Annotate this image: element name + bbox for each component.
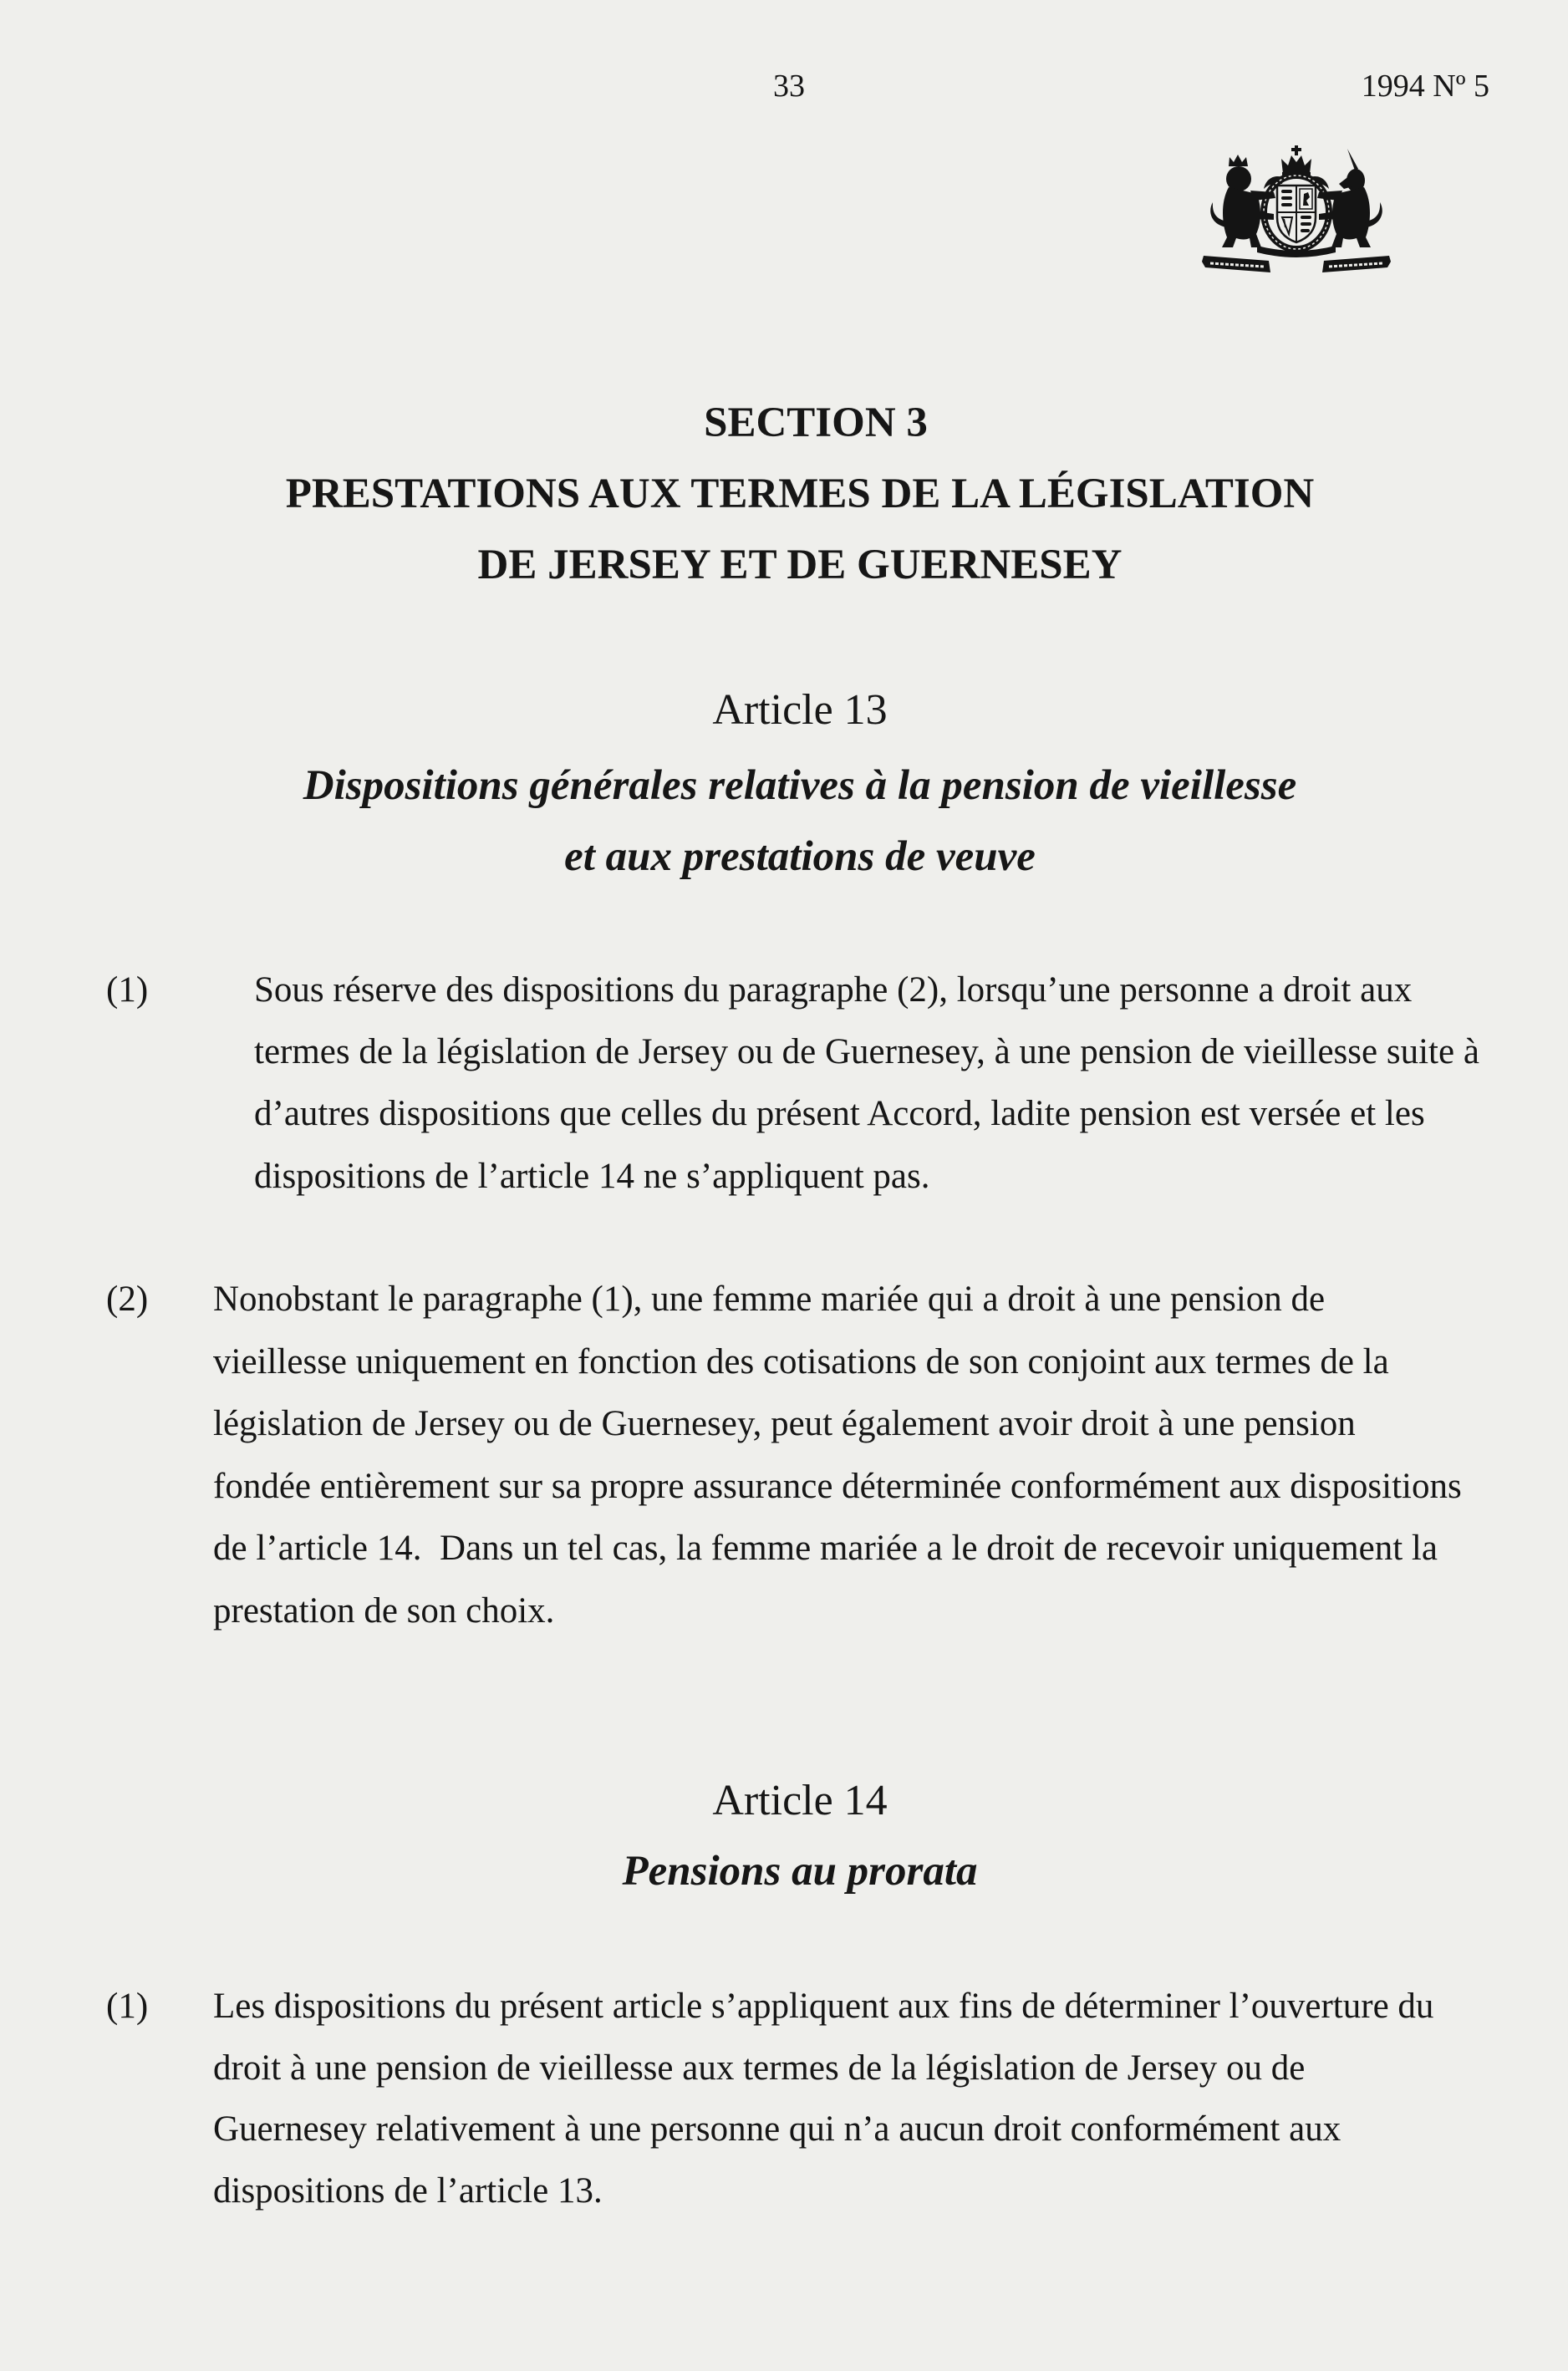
page-number: 33 (773, 69, 805, 104)
paragraph-line: termes de la législation de Jersey ou de Guernesey, à une pension de vieillesse suite à (254, 1032, 1479, 1072)
paragraph-number: (1) (106, 1987, 149, 2026)
paragraph-line: Sous réserve des dispositions du paragraphe (2), lorsqu’une personne a droit aux (254, 970, 1413, 1010)
paragraph-text (254, 959, 1479, 1208)
paragraph-text (213, 1976, 1433, 2221)
motto-banner-left (1202, 256, 1270, 272)
paragraph-line: droit à une pension de vieillesse aux termes de la législation de Jersey ou de (213, 2048, 1306, 2088)
paragraph-line: fondée entièrement sur sa propre assurance déterminée conformément aux dispositions (213, 1466, 1462, 1506)
coat-of-arms (1202, 144, 1391, 280)
coat-of-arms-icon (1202, 144, 1391, 280)
shield (1277, 186, 1316, 242)
paragraph-line: dispositions de l’article 14 ne s’appliquent pas. (254, 1156, 930, 1196)
paragraph-line: de l’article 14. Dans un tel cas, la femme mariée a le droit de recevoir uniquement la (213, 1529, 1438, 1568)
paragraph-number: (1) (106, 970, 149, 1010)
section-title-line: PRESTATIONS AUX TERMES DE LA LÉGISLATION (285, 471, 1315, 517)
legislation-reference: 1994 Nº 5 (1361, 69, 1489, 104)
paragraph-line: législation de Jersey ou de Guernesey, peut également avoir droit à une pension (213, 1404, 1356, 1443)
paragraph-line: Nonobstant le paragraphe (1), une femme mariée qui a droit à une pension de (213, 1280, 1326, 1319)
paragraph-line: prestation de son choix. (213, 1590, 555, 1631)
paragraph-text (213, 1269, 1462, 1642)
paragraph-line: dispositions de l’article 13. (213, 2170, 603, 2211)
section-title-line: DE JERSEY ET DE GUERNESEY (477, 542, 1123, 588)
paragraph-number: (2) (106, 1280, 149, 1319)
section-title (32, 459, 1568, 601)
article-title-line: Dispositions générales relatives à la pension de vieillesse (303, 762, 1297, 809)
article-title-line: Pensions au prorata (622, 1848, 978, 1895)
article-title-line: et aux prestations de veuve (564, 833, 1036, 880)
paragraph-line: d’autres dispositions que celles du présent Accord, ladite pension est versée et les (254, 1094, 1425, 1134)
section-number: SECTION 3 (704, 399, 928, 446)
article-14-title (32, 1836, 1568, 1907)
motto-banner-right (1322, 256, 1391, 272)
article-14-heading: Article 14 (712, 1777, 888, 1824)
article-13-heading: Article 13 (712, 686, 888, 734)
paragraph-line: Guernesey relativement à une personne qui n’a aucun droit conformément aux (213, 2109, 1341, 2150)
paragraph-line: Les dispositions du présent article s’appliquent aux fins de déterminer l’ouverture du (213, 1987, 1434, 2026)
article-13-title (32, 750, 1568, 893)
paragraph-line: vieillesse uniquement en fonction des cotisations de son conjoint aux termes de la (213, 1341, 1389, 1381)
